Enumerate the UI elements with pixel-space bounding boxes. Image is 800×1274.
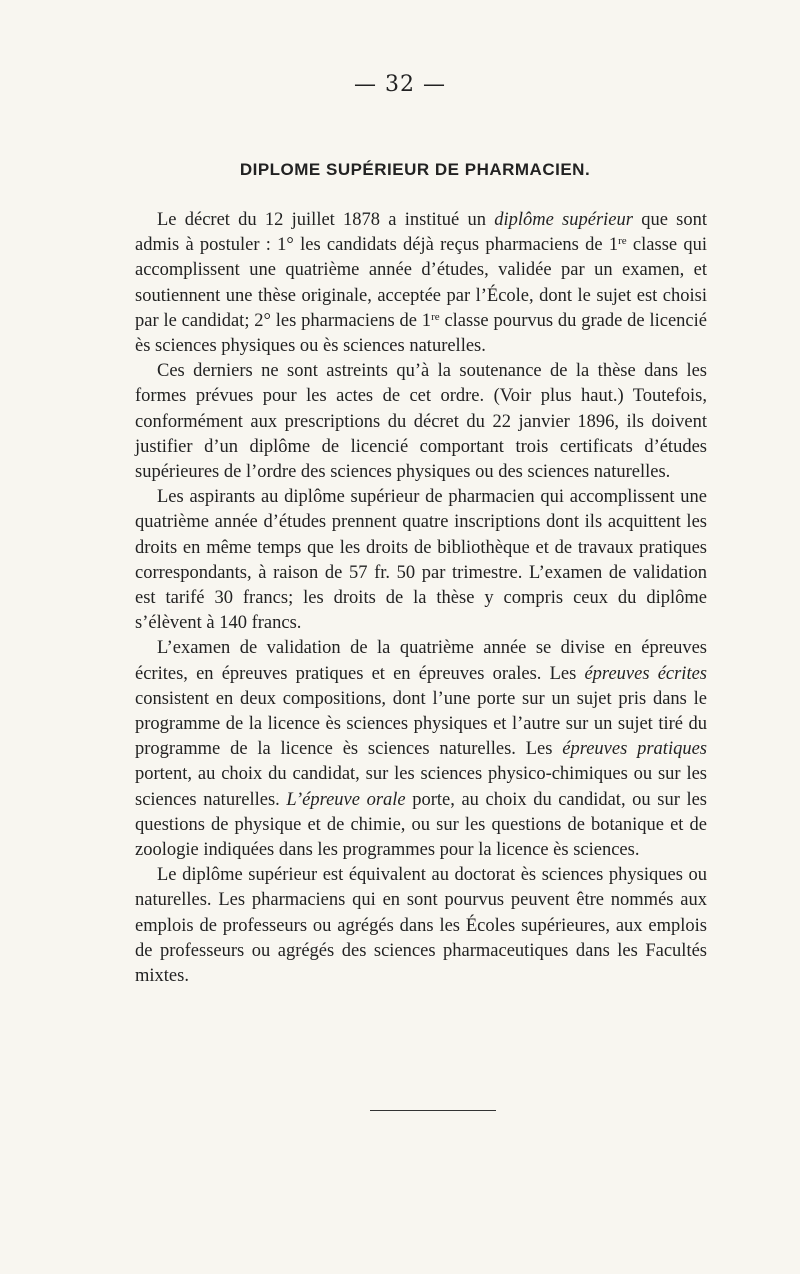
text-run: consistent en deux compositions, dont l’une porte sur un sujet pris dans le programme de la licence ès sciences physiques et l’autre sur un sujet tiré du programme de la licence ès sciences naturelles. Les: [135, 688, 707, 760]
text-run: porte, au choix du candidat, ou sur les questions de physique et de chimie, ou sur les questions de botanique et de zoologie indiquées dans les programmes pour la licence ès sciences.: [135, 789, 708, 861]
italic-text: épreuves écrites: [584, 663, 708, 684]
italic-text: épreuves pratiques: [562, 739, 707, 760]
text-run: que sont admis à postuler : 1° les candidats déjà reçus pharmaciens de 1: [135, 210, 707, 256]
page-number: — 32 —: [354, 72, 446, 97]
text-run: L’examen de validation de la quatrième année se divise en épreuves écrites, en épreuves pratiques et en épreuves orales. Les: [135, 638, 707, 684]
text-run: Ces derniers ne sont astreints qu’à la soutenance de la thèse dans les formes prévues pour les actes de cet ordre. (Voir plus haut.) Toutefois, conformément aux prescriptions du décret du 22 janvier 1896, ils doivent justifier d’un diplôme de licencié comportant trois certificats d’études supérieures de l’ordre des sciences physiques ou des sciences naturelles.: [135, 361, 707, 483]
body-text: [135, 208, 707, 989]
text-run: classe pourvus du grade de licencié ès sciences physiques ou ès sciences naturelles.: [135, 310, 707, 357]
paragraph: [135, 863, 707, 989]
italic-text: L’épreuve orale: [286, 789, 406, 810]
text-run: portent, au choix du candidat, sur les sciences physico-chimiques ou sur les sciences naturelles.: [135, 764, 707, 810]
end-rule: [370, 1110, 496, 1111]
paragraph: [135, 636, 707, 863]
paragraph: [135, 359, 707, 485]
paragraph: [135, 485, 707, 636]
text-run: classe qui accomplissent une quatrième année d’études, validée par un examen, et soutiennent une thèse originale, acceptée par l’École, dont le sujet est choisi par le candidat; 2° les pharmaciens de 1: [135, 235, 708, 331]
paragraph: [135, 208, 707, 359]
italic-text: diplôme supérieur: [494, 210, 633, 230]
text-run: Le diplôme supérieur est équivalent au doctorat ès sciences physiques ou naturelles. Les pharmaciens qui en sont pourvus peuvent être nommés aux emplois de professeurs ou agrégés dans les Écoles supérieures, aux emplois de professeurs ou agrégés des sciences pharmaceutiques dans les Facultés mixtes.: [135, 865, 707, 987]
text-run: Le décret du 12 juillet 1878 a institué un: [157, 210, 495, 230]
text-run: Les aspirants au diplôme supérieur de pharmacien qui accomplissent une quatrième année d’études prennent quatre inscriptions dont ils acquittent les droits en même temps que les droits de bibliothèque et de travaux pratiques correspondants, à raison de 57 fr. 50 par trimestre. L’examen de validation est tarifé 30 francs; les droits de la thèse y compris ceux du diplôme s’élèvent à 140 francs.: [135, 487, 707, 634]
superscript: re: [431, 310, 440, 323]
section-title: DIPLOME SUPÉRIEUR DE PHARMACIEN.: [239, 160, 591, 179]
superscript: re: [618, 235, 627, 248]
